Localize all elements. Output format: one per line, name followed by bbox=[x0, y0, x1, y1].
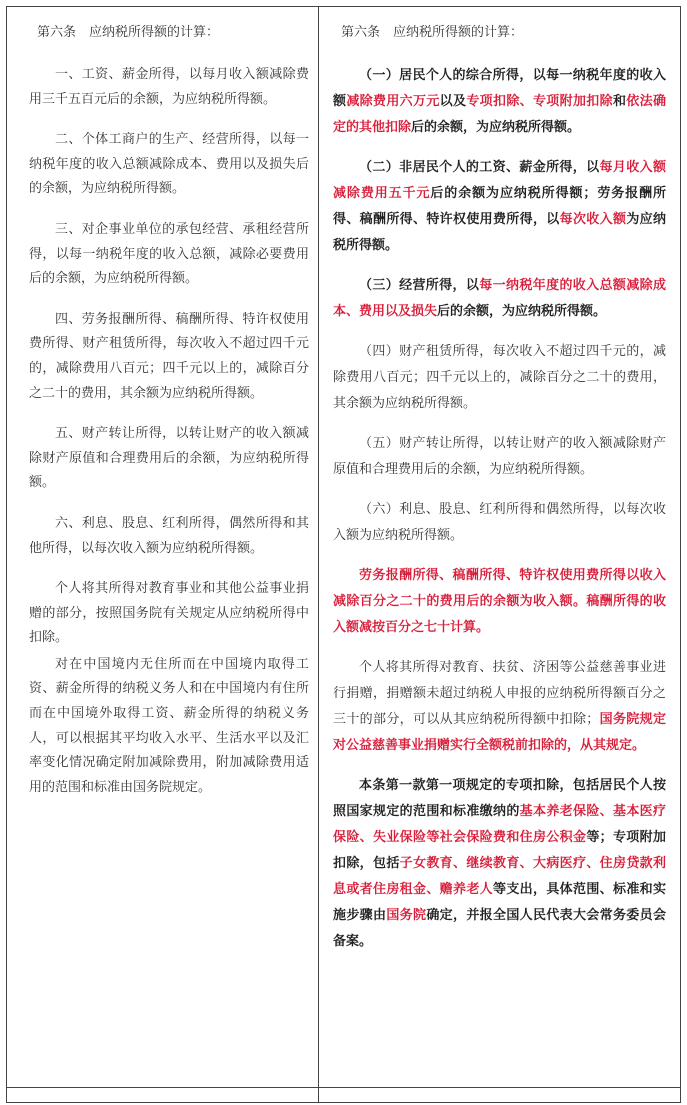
new-clause-1 bbox=[333, 63, 666, 141]
new-article-heading: 第六条 应纳税所得额的计算： bbox=[341, 25, 524, 40]
highlight-segment: 子女教育、继续教育、大病医疗、住房贷款利息或者住房租金、赡养老人 bbox=[333, 856, 666, 897]
old-clause-6: 六、利息、股息、红利所得，偶然所得和其他所得，以每次收入额为应纳税所得额。 bbox=[29, 515, 309, 556]
row-divider bbox=[319, 1087, 680, 1088]
row-divider bbox=[7, 1087, 318, 1088]
highlight-segment: 减除费用六万元 bbox=[346, 94, 440, 109]
highlight-segment: 基本养老保险、基本医疗保险、失业保险等社会保险费和住房公积金 bbox=[333, 804, 666, 845]
old-clause-5: 五、财产转让所得，以转让财产的收入额减除财产原值和合理费用后的余额，为应纳税所得额。 bbox=[29, 426, 309, 491]
new-clause-5: （五）财产转让所得，以转让财产的收入额减除财产原值和合理费用后的余额，为应纳税所得额。 bbox=[333, 436, 666, 477]
old-clause-3: 三、对企事业单位的承包经营、承租经营所得，以每一纳税年度的收入总额，减除必要费用后的余额，为应纳税所得额。 bbox=[29, 221, 309, 287]
new-special-deduction-clause bbox=[333, 773, 666, 955]
highlight-segment: 专项扣除、专项附加扣除 bbox=[466, 94, 613, 109]
old-clause-4: 四、劳务报酬所得、稿酬所得、特许权使用费所得、财产租赁所得，每次收入不超过四千元的，减除费用八百元；四千元以上的，减除百分之二十的费用，其余额为应纳税所得额。 bbox=[29, 311, 309, 401]
text-segment: 确定，并报全国人民代表大会常务委员会备案。 bbox=[333, 908, 666, 949]
text-segment: 以及 bbox=[439, 94, 467, 109]
new-law-column bbox=[319, 7, 680, 1102]
highlight-segment: 国务院规定对公益慈善事业捐赠实行全额税前扣除的，从其规定。 bbox=[333, 712, 666, 753]
comparison-table bbox=[6, 6, 681, 1103]
text-segment: （三）经营所得，以 bbox=[359, 278, 480, 293]
old-law-column bbox=[7, 7, 319, 1102]
text-segment: 后的余额，为应纳税所得额。 bbox=[437, 304, 607, 319]
old-donation-clause: 个人将其所得对教育事业和其他公益事业捐赠的部分，按照国务院有关规定从应纳税所得中扣除。 bbox=[29, 581, 309, 646]
highlight-segment: 每次收入额 bbox=[559, 212, 627, 227]
text-segment: 和 bbox=[612, 94, 627, 109]
old-clause-2: 二、个体工商户的生产、经营所得，以每一纳税年度的收入总额减除成本、费用以及损失后的余额，为应纳税所得额。 bbox=[29, 132, 309, 197]
old-additional-deduction-clause: 对在中国境内无住所而在中国境内取得工资、薪金所得的纳税义务人和在中国境内有住所而在中国境外取得工资、薪金所得的纳税义务人，可以根据其平均收入水平、生活水平以及汇率变化情况确定附加减除费用，附加减除费用适用的范围和标准由国务院规定。 bbox=[29, 656, 309, 795]
text-segment: 为应纳税所得额。 bbox=[333, 212, 666, 253]
text-segment: 后的余额为应纳税所得额；劳务报酬所得、稿酬所得、特许权使用费所得，以 bbox=[333, 186, 666, 227]
text-segment: （二）非居民个人的工资、薪金所得，以 bbox=[359, 160, 600, 175]
highlight-segment: 每月收入额减除费用五千元 bbox=[333, 160, 666, 201]
text-segment: （一）居民个人的综合所得，以每一纳税年度的收入额 bbox=[333, 68, 666, 109]
new-clause-2 bbox=[333, 155, 666, 259]
highlight-segment: 每一纳税年度的收入总额减除成本、费用以及损失 bbox=[333, 278, 666, 319]
new-clause-6: （六）利息、股息、红利所得和偶然所得，以每次收入额为应纳税所得额。 bbox=[333, 502, 666, 543]
old-clause-1: 一、工资、薪金所得，以每月收入额减除费用三千五百元后的余额，为应纳税所得额。 bbox=[29, 67, 309, 107]
text-segment: 等；专项附加扣除，包括 bbox=[333, 830, 666, 871]
old-article-heading: 第六条 应纳税所得额的计算： bbox=[37, 25, 220, 40]
text-segment: 等支出，具体范围、标准和实施步骤由 bbox=[333, 882, 666, 923]
highlight-segment: 国务院 bbox=[386, 908, 427, 923]
highlight-segment: 依法确定的其他扣除 bbox=[333, 94, 666, 135]
new-donation-clause bbox=[333, 655, 666, 759]
new-clause-3 bbox=[333, 273, 666, 325]
new-income-amount-clause: 劳务报酬所得、稿酬所得、特许权使用费所得以收入减除百分之二十的费用后的余额为收入额。稿酬所得的收入额减按百分之七十计算。 bbox=[333, 568, 666, 635]
new-clause-4: （四）财产租赁所得，每次收入不超过四千元的，减除费用八百元；四千元以上的，减除百分之二十的费用，其余额为应纳税所得额。 bbox=[333, 344, 666, 411]
text-segment: 个人将其所得对教育、扶贫、济困等公益慈善事业进行捐赠，捐赠额未超过纳税人申报的应纳税所得额百分之三十的部分，可以从其应纳税所得额中扣除； bbox=[333, 660, 666, 727]
text-segment: 后的余额，为应纳税所得额。 bbox=[411, 120, 581, 135]
text-segment: 本条第一款第一项规定的专项扣除，包括居民个人按照国家规定的范围和标准缴纳的 bbox=[333, 778, 666, 819]
